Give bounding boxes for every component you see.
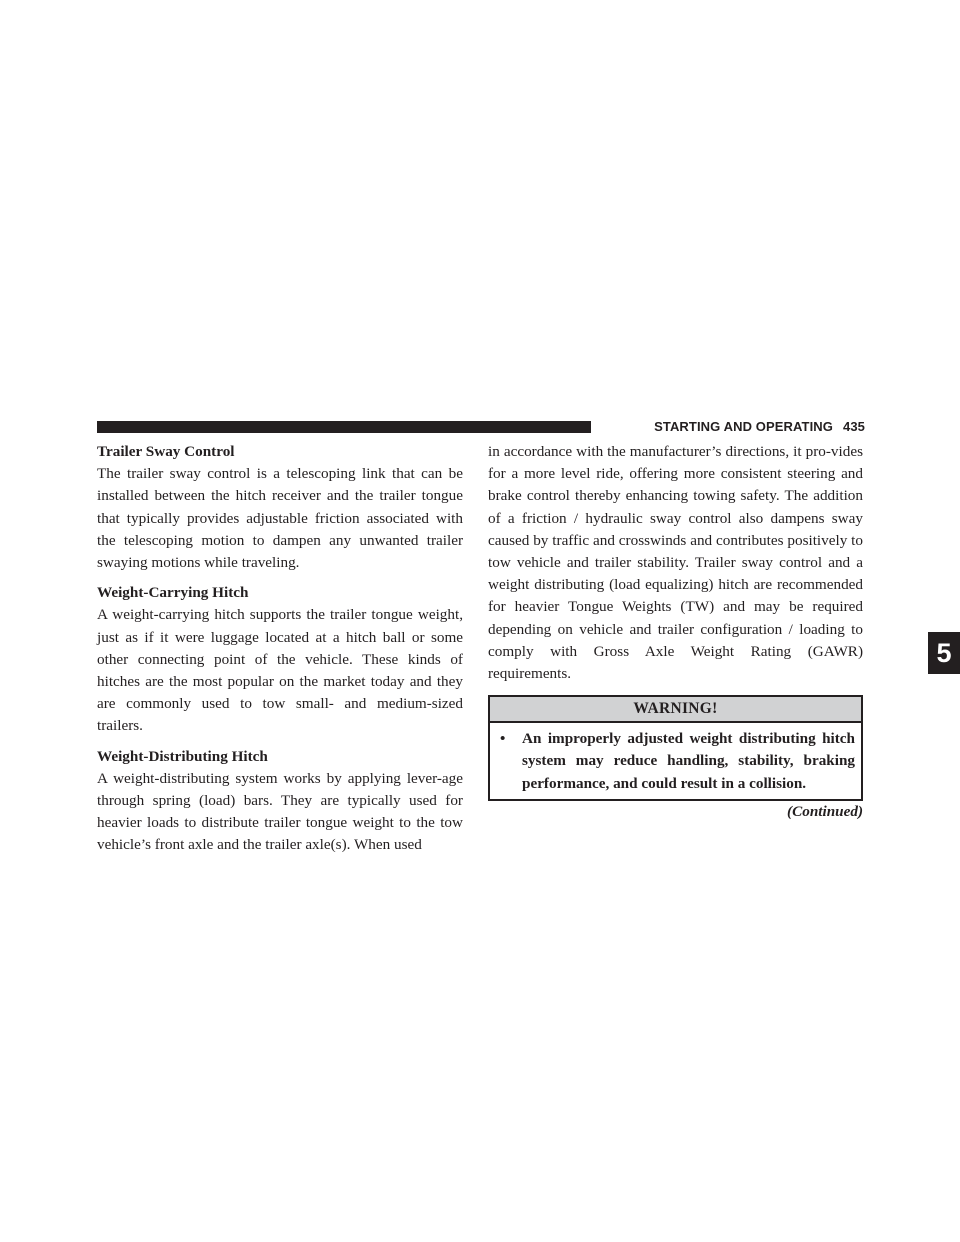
warning-text: An improperly adjusted weight distributing hitch system may reduce handling, stability, braking performance, and could result in a collision. — [522, 730, 855, 792]
warning-item — [490, 723, 861, 799]
warning-box — [488, 695, 863, 801]
chapter-tab: 5 — [928, 632, 960, 674]
page-number: 435 — [843, 418, 865, 434]
section-body: The trailer sway control is a telescoping link that can be installed between the hitch receiver and the trailer tongue that typically provides adjustable friction associated with the telescoping motion to dampen any unwanted trailer swaying motions while traveling. — [97, 465, 463, 572]
bullet-icon: • — [500, 730, 506, 748]
section-body: A weight-carrying hitch supports the trailer tongue weight, just as if it were luggage located at a hitch ball or some other connecting point of the vehicle. These kinds of hitches are the most popular on the market today and they are commonly used to tow small- and medium-sized trailers. — [97, 606, 463, 735]
section-heading: Trailer Sway Control — [97, 443, 235, 460]
left-column — [97, 441, 463, 857]
warning-title: WARNING! — [490, 697, 861, 723]
continued-body: in accordance with the manufacturer’s directions, it pro-vides for a more level ride, offering more consistent steering and brake control thereby enhancing towing safety. The addition of a friction / hydraulic sway control also dampens sway caused by traffic and crosswinds and contributes positively to tow vehicle and trailer stability. Trailer sway control and a weight distributing (load equalizing) hitch are recommended for heavier Tongue Weights (TW) and may be required depending on vehicle and trailer configuration / loading to comply with Gross Axle Weight Rating (GAWR) requirements. — [488, 443, 863, 683]
section-weight-carrying-hitch — [97, 582, 463, 737]
section-trailer-sway-control — [97, 441, 463, 574]
continued-label: (Continued) — [787, 802, 863, 820]
section-heading: Weight-Carrying Hitch — [97, 584, 249, 602]
section-weight-distributing-hitch — [97, 746, 463, 857]
right-column — [488, 441, 863, 822]
header-rule — [97, 421, 591, 433]
running-header — [600, 416, 865, 436]
section-title: STARTING AND OPERATING — [654, 418, 833, 434]
section-heading: Weight-Distributing Hitch — [97, 747, 268, 765]
section-body: A weight-distributing system works by applying lever-age through spring (load) bars. They are typically used for heavier loads to distribute trailer tongue weight to the tow vehicle’s front axle and the trailer axle(s). When used — [97, 769, 463, 854]
